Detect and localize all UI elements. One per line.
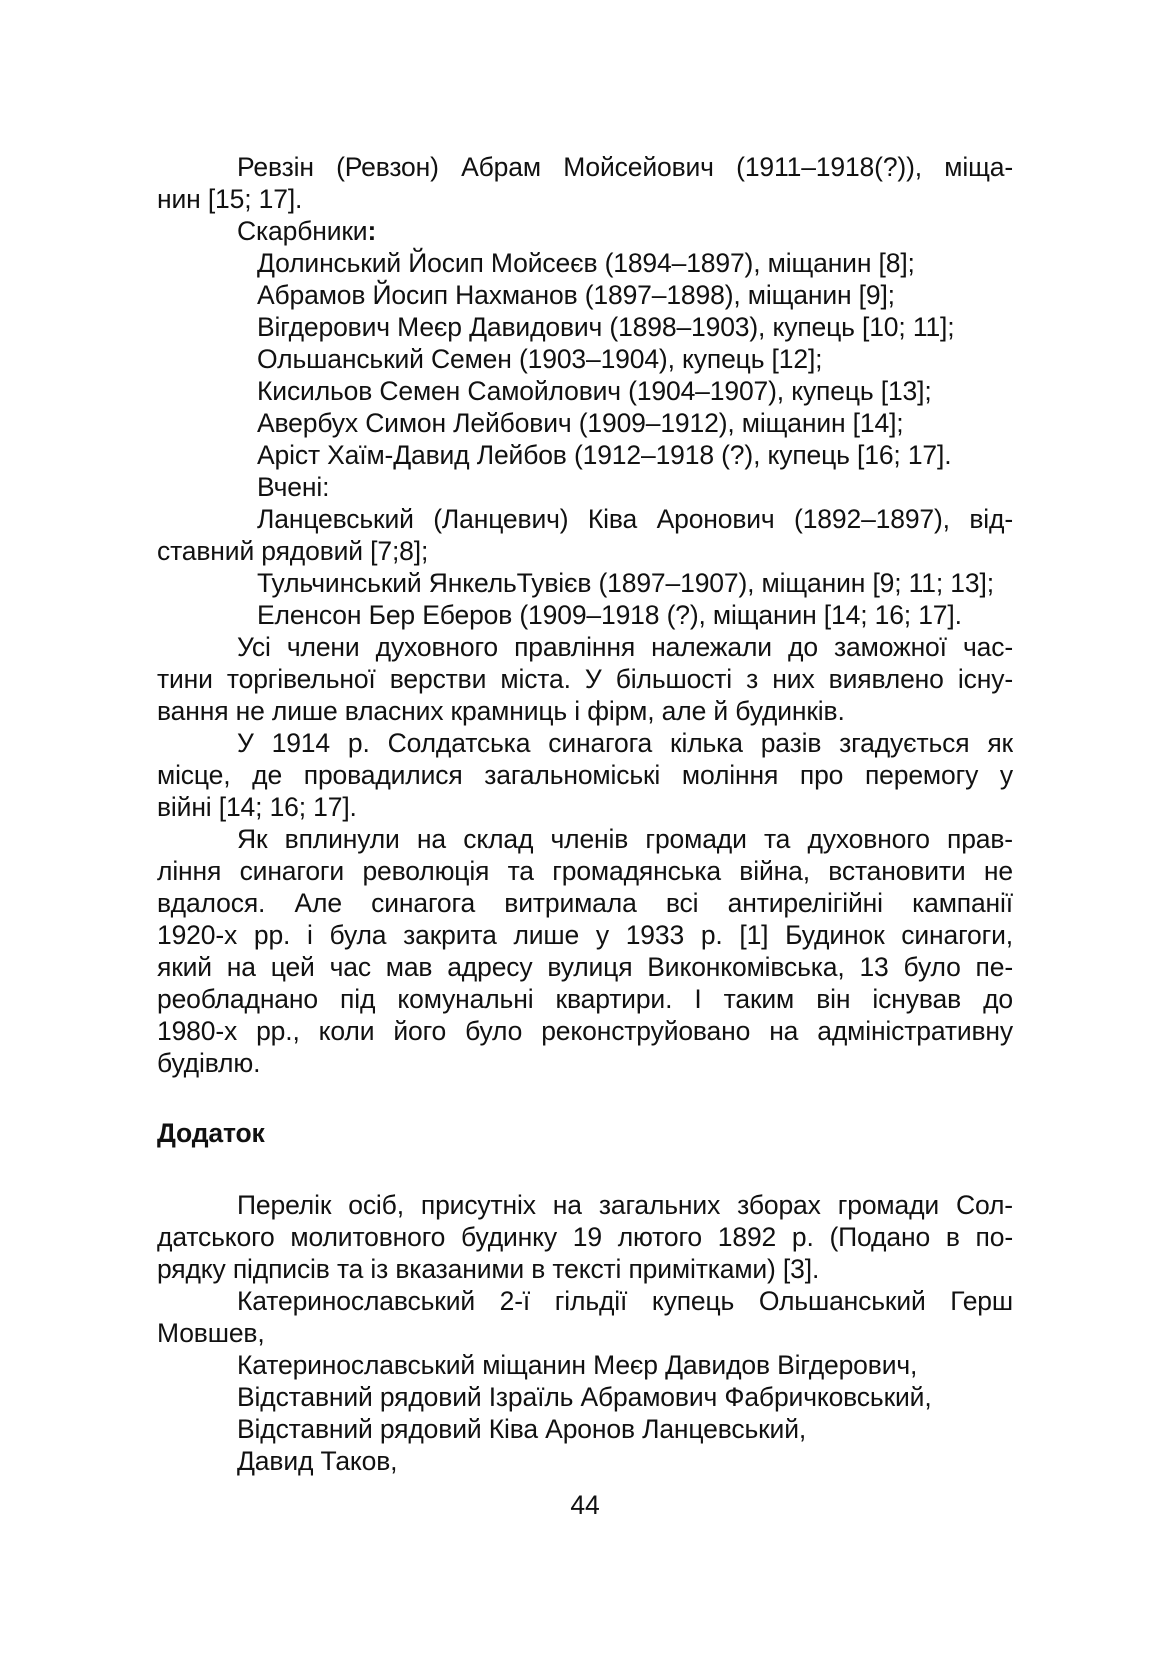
list-item: Авербух Симон Лейбович (1909–1912), міщанин [14]; bbox=[257, 408, 904, 438]
text-line: Перелік осіб, присутніх на загальних зборах громади Сол- bbox=[237, 1190, 1013, 1220]
list-item: Відставний рядовий Ізраїль Абрамович Фабричковський, bbox=[237, 1382, 932, 1412]
text-line: місце, де провадилися загальноміські моління про перемогу у bbox=[157, 760, 1013, 790]
text-line: ління синагоги революція та громадянська війна, встановити не bbox=[157, 856, 1013, 886]
list-item: Мовшев, bbox=[157, 1318, 265, 1348]
text-line: який на цей час мав адресу вулиця Виконкомівська, 13 було пе- bbox=[157, 952, 1013, 982]
text-line: датського молитовного будинку 19 лютого 1892 р. (Подано в по- bbox=[157, 1222, 1013, 1252]
list-item: Абрамов Йосип Нахманов (1897–1898), міщанин [9]; bbox=[257, 280, 895, 310]
text-line: тини торгівельної верстви міста. У більшості з них виявлено існу- bbox=[157, 664, 1013, 694]
appendix-heading: Додаток bbox=[157, 1118, 265, 1148]
text-line: 1980-х рр., коли його було реконструйовано на адміністративну bbox=[157, 1016, 1013, 1046]
page-number: 44 bbox=[570, 1490, 600, 1520]
list-item: Ольшанський Семен (1903–1904), купець [12]; bbox=[257, 344, 823, 374]
text-line: Усі члени духовного правління належали до заможної час- bbox=[237, 632, 1013, 662]
list-item: Вігдерович Меєр Давидович (1898–1903), купець [10; 11]; bbox=[257, 312, 955, 342]
text-line: Як вплинули на склад членів громади та духовного прав- bbox=[237, 824, 1013, 854]
list-item: Давид Таков, bbox=[237, 1446, 398, 1476]
list-item: Еленсон Бер Еберов (1909–1918 (?), міщанин [14; 16; 17]. bbox=[257, 600, 962, 630]
text-line: вання не лише власних крамниць і фірм, але й будинків. bbox=[157, 696, 845, 726]
text-line: нин [15; 17]. bbox=[157, 184, 303, 214]
list-item: Відставний рядовий Ківа Аронов Ланцевський, bbox=[237, 1414, 807, 1444]
scholars-label: Вчені: bbox=[257, 472, 330, 502]
list-item: Катеринославський міщанин Меєр Давидов Вігдерович, bbox=[237, 1350, 918, 1380]
treasurers-label-text: Скарбники bbox=[237, 216, 368, 246]
list-item: Тульчинський ЯнкельТувієв (1897–1907), міщанин [9; 11; 13]; bbox=[257, 568, 994, 598]
list-item: Ланцевський (Ланцевич) Ківа Аронович (1892–1897), від- bbox=[257, 504, 1013, 534]
list-item: Катеринославський 2-ї гільдії купець Ольшанський Герш bbox=[237, 1286, 1013, 1316]
treasurers-label-colon: : bbox=[367, 216, 377, 246]
text-line: У 1914 р. Солдатська синагога кілька разів згадується як bbox=[237, 728, 1013, 758]
text-line: реобладнано під комунальні квартири. І таким він існував до bbox=[157, 984, 1013, 1014]
text-line: війні [14; 16; 17]. bbox=[157, 792, 357, 822]
list-item: ставний рядовий [7;8]; bbox=[157, 536, 429, 566]
list-item: Арiст Хаїм-Давид Лейбов (1912–1918 (?), купець [16; 17]. bbox=[257, 440, 952, 470]
treasurers-label bbox=[237, 215, 376, 247]
text-line: 1920-х рр. і була закрита лише у 1933 р. [1] Будинок синагоги, bbox=[157, 920, 1013, 950]
list-item: Долинський Йосип Мойсеєв (1894–1897), міщанин [8]; bbox=[257, 248, 915, 278]
text-line: будівлю. bbox=[157, 1048, 261, 1078]
list-item: Кисильов Семен Самойлович (1904–1907), купець [13]; bbox=[257, 376, 932, 406]
text-line: Ревзін (Ревзон) Абрам Мойсейович (1911–1918(?)), міща- bbox=[237, 152, 1013, 182]
text-line: рядку підписів та із вказаними в тексті примітками) [3]. bbox=[157, 1254, 820, 1284]
text-line: вдалося. Але синагога витримала всі антирелігійні кампанії bbox=[157, 888, 1013, 918]
